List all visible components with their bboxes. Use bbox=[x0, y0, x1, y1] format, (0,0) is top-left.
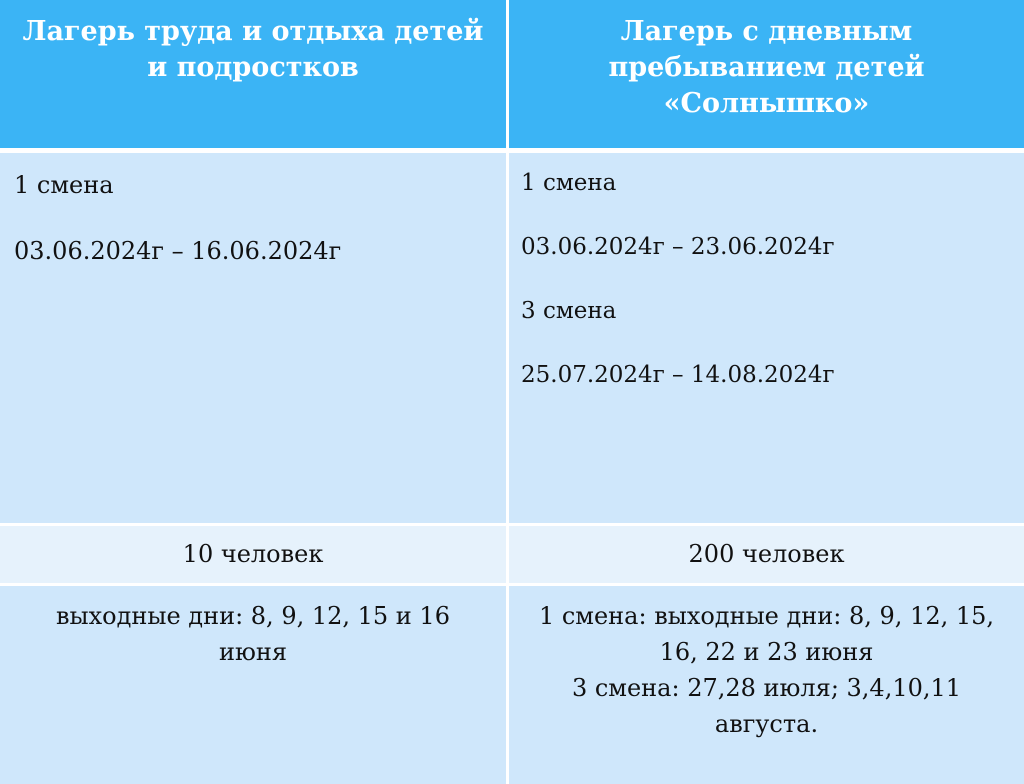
days-off-text: выходные дни: 8, 9, 12, 15 и 16 июня bbox=[56, 602, 450, 666]
shift-label: 1 смена bbox=[14, 171, 114, 199]
shift-dates: 03.06.2024г – 16.06.2024г bbox=[14, 237, 342, 265]
shift-label: 1 смена bbox=[521, 170, 617, 196]
shifts-labor-camp bbox=[0, 153, 509, 526]
header-day-camp bbox=[509, 0, 1024, 153]
shift-dates: 25.07.2024г – 14.08.2024г bbox=[521, 362, 835, 388]
days-off-shift3: 3 смена: 27,28 июля; 3,4,10,11 августа. bbox=[571, 674, 962, 738]
days-off-labor-camp bbox=[0, 586, 509, 784]
people-labor-camp bbox=[0, 526, 509, 586]
header-labor-camp-text: Лагерь труда и отдыха детей и подростков bbox=[22, 16, 484, 83]
shift-label: 3 смена bbox=[521, 298, 617, 324]
people-count: 10 человек bbox=[182, 540, 324, 568]
people-count: 200 человек bbox=[688, 540, 845, 568]
header-labor-camp bbox=[0, 0, 509, 153]
header-day-camp-text: Лагерь с дневным пребыванием детей «Солнышко» bbox=[608, 16, 925, 119]
shift-dates: 03.06.2024г – 23.06.2024г bbox=[521, 234, 835, 260]
people-day-camp bbox=[509, 526, 1024, 586]
shifts-day-camp bbox=[509, 153, 1024, 526]
days-off-shift1: 1 смена: выходные дни: 8, 9, 12, 15, 16, 22 и 23 июня bbox=[538, 602, 995, 666]
days-off-day-camp bbox=[509, 586, 1024, 784]
